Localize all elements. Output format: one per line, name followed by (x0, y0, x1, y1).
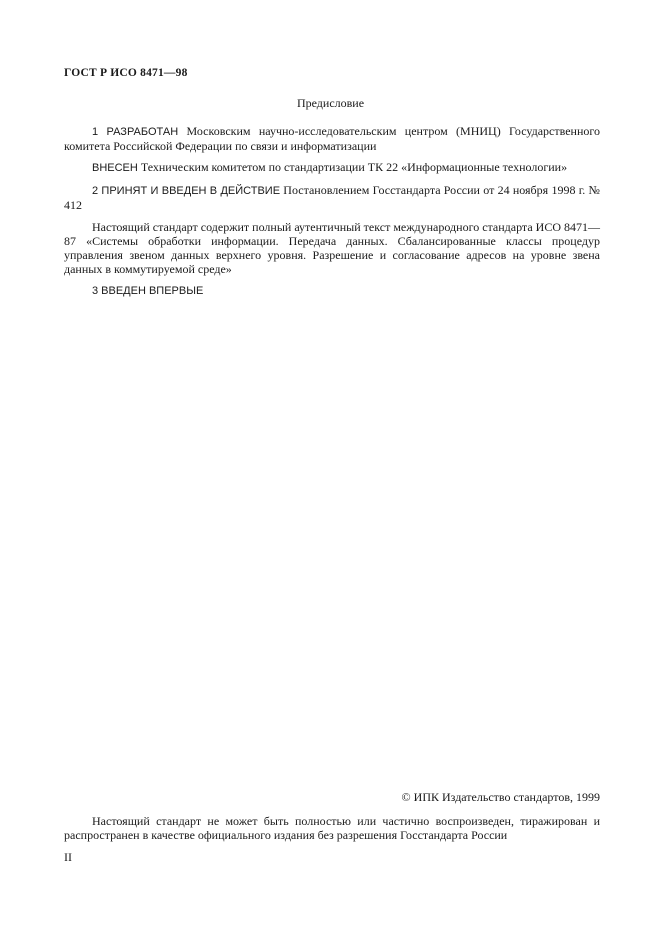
paragraph-text: Настоящий стандарт не может быть полностью или частично воспроизведен, тиражирован и распространен в качестве официального издания без разрешения Госстандарта России (64, 814, 600, 842)
paragraph-lead: 2 ПРИНЯТ И ВВЕДЕН В ДЕЙСТВИЕ (92, 185, 281, 197)
paragraph-lead: ВНЕСЕН (92, 162, 138, 174)
paragraph-standard-content (64, 220, 600, 276)
paragraph-text: Техническим комитетом по стандартизации ТК 22 «Информационные технологии» (137, 160, 568, 174)
paragraph-introduced-first (64, 283, 600, 298)
paragraph-adopted (64, 183, 600, 212)
paragraph-lead: 1 РАЗРАБОТАН (92, 126, 179, 138)
document-code-header: ГОСТ Р ИСО 8471—98 (64, 67, 188, 79)
paragraph-developed-by (64, 124, 600, 153)
copyright-line: © ИПК Издательство стандартов, 1999 (401, 790, 600, 804)
section-title: Предисловие (296, 96, 365, 110)
reproduction-notice (64, 814, 600, 842)
paragraph-lead: 3 ВВЕДЕН ВПЕРВЫЕ (92, 285, 204, 297)
paragraph-text: Московским научно-исследовательским центром (МНИЦ) Государственного комитета Российской Федерации по связи и информатизации (64, 124, 600, 153)
paragraph-text: Постановлением Госстандарта России от 24 ноября 1998 г. № 412 (64, 183, 600, 212)
paragraph-introduced-by (64, 160, 600, 175)
paragraph-text: Настоящий стандарт содержит полный аутентичный текст международного стандарта ИСО 8471—87 «Системы обработки информации. Передача данных. Сбалансированные классы процедур управления звеном данных верхнего уровня. Разрешение и согласование адресов на уровне звена данных в коммутируемой среде» (64, 220, 600, 276)
page-number: II (64, 850, 72, 864)
